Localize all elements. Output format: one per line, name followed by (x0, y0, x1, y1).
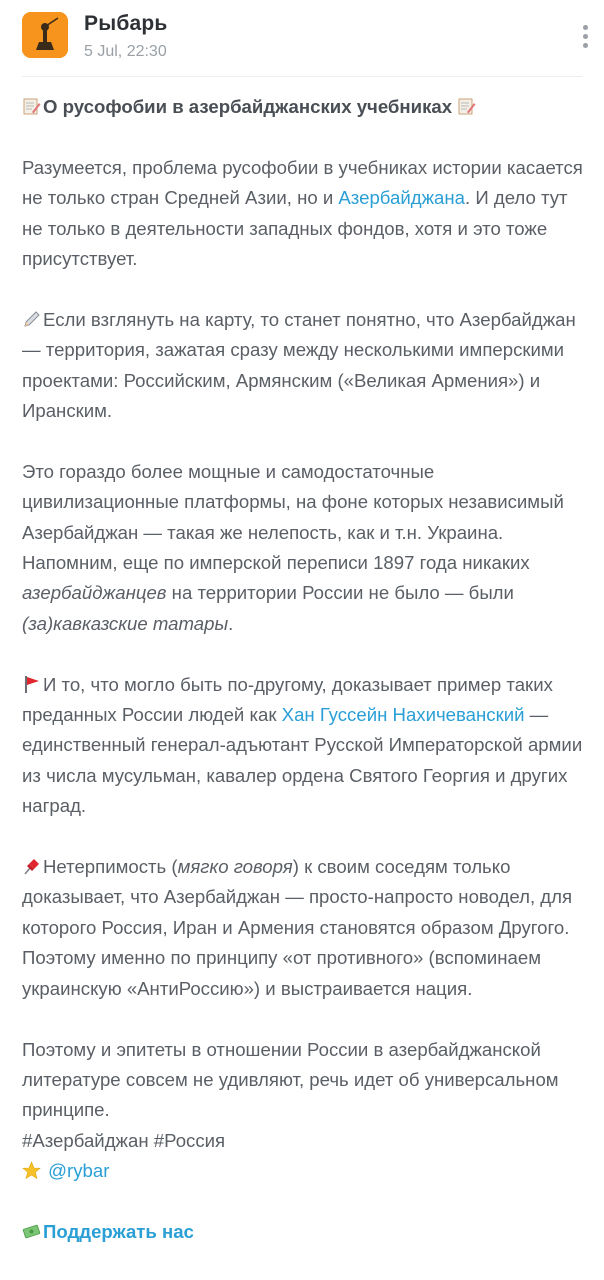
support-line (22, 1217, 592, 1247)
paragraph-5 (22, 852, 592, 1004)
paragraph-2-text: Если взглянуть на карту, то станет понятно, что Азербайджан — территория, зажатая сразу между несколькими имперскими проектами: Российским, Армянским («Великая Армения») и Иранским. (22, 308, 576, 422)
paragraph-4-text-a: И то, что могло быть по-другому, доказывает пример таких преданных России людей как (22, 673, 553, 726)
header-divider (22, 76, 582, 77)
paragraph-3-text-c: . (228, 612, 234, 634)
support-us-link[interactable]: Поддержать нас (43, 1220, 194, 1242)
pen-icon (22, 310, 41, 329)
channel-avatar[interactable] (22, 12, 68, 58)
memo-icon (457, 97, 476, 116)
paragraph-1-text-a: Разумеется, проблема русофобии в учебниках истории касается не только стран Средней Азии, но и (22, 156, 583, 209)
more-options-icon[interactable] (574, 22, 598, 52)
paragraph-6: Поэтому и эпитеты в отношении России в азербайджанской литературе совсем не удивляют, речь идет об универсальном принципе. (22, 1038, 559, 1121)
khan-nakhchivanski-link[interactable]: Хан Гуссейн Нахичеванский (281, 704, 525, 726)
hashtag-azerbaijan[interactable]: #Азербайджан (22, 1129, 149, 1151)
hashtag-russia[interactable]: #Россия (153, 1129, 226, 1151)
paragraph-2 (22, 305, 592, 427)
channel-name[interactable]: Рыбарь (84, 12, 168, 35)
post-title-text: О русофобии в азербайджанских учебниках (43, 96, 453, 117)
hashtags-line (22, 1126, 592, 1156)
azerbaijan-link[interactable]: Азербайджана (338, 187, 465, 209)
paragraph-3-em-2: (за)кавказские татары (22, 612, 229, 634)
paragraph-3 (22, 457, 592, 639)
pushpin-icon (22, 857, 41, 876)
paragraph-5-text-b: ) к своим соседям только доказывает, что Азербайджан — просто-напросто новодел, для которого Россия, Иран и Армения становятся образом Другого. Поэтому именно по принципу «от противного» (вспоминаем украинскую «АнтиРоссию») и выстраивается нация. (22, 856, 573, 999)
paragraph-4 (22, 670, 592, 822)
red-flag-icon (22, 675, 41, 694)
paragraph-3-em-1: азербайджанцев (22, 582, 167, 604)
post-header (0, 0, 604, 74)
paragraph-1 (22, 153, 592, 275)
post-title (22, 92, 592, 122)
memo-icon (22, 97, 41, 116)
paragraph-4-text-b: — единственный генерал-адъютант Русской Императорской армии из числа мусульман, кавалер ордена Святого Георгия и других наград. (22, 704, 583, 817)
paragraph-5-text-a: Нетерпимость ( (43, 856, 178, 878)
paragraph-1-text-b: . И дело тут не только в деятельности западных фондов, хотя и это тоже присутствует. (22, 187, 568, 270)
paragraph-5-em: мягко говоря (177, 856, 293, 878)
handle-line (22, 1156, 592, 1186)
paragraph-3-text-a: Это гораздо более мощные и самодостаточные цивилизационные платформы, на фоне которых независимый Азербайджан — такая же нелепость, как и т.н. Украина. Напомним, еще по имперской переписи 1897 года никаких (22, 460, 564, 574)
rybar-handle-link[interactable]: @rybar (48, 1160, 110, 1182)
paragraph-3-text-b: на территории России не было — были (166, 582, 514, 604)
star-icon (22, 1161, 41, 1180)
post-body (22, 92, 592, 1247)
money-icon (22, 1222, 41, 1241)
post-timestamp: 5 Jul, 22:30 (84, 43, 167, 60)
